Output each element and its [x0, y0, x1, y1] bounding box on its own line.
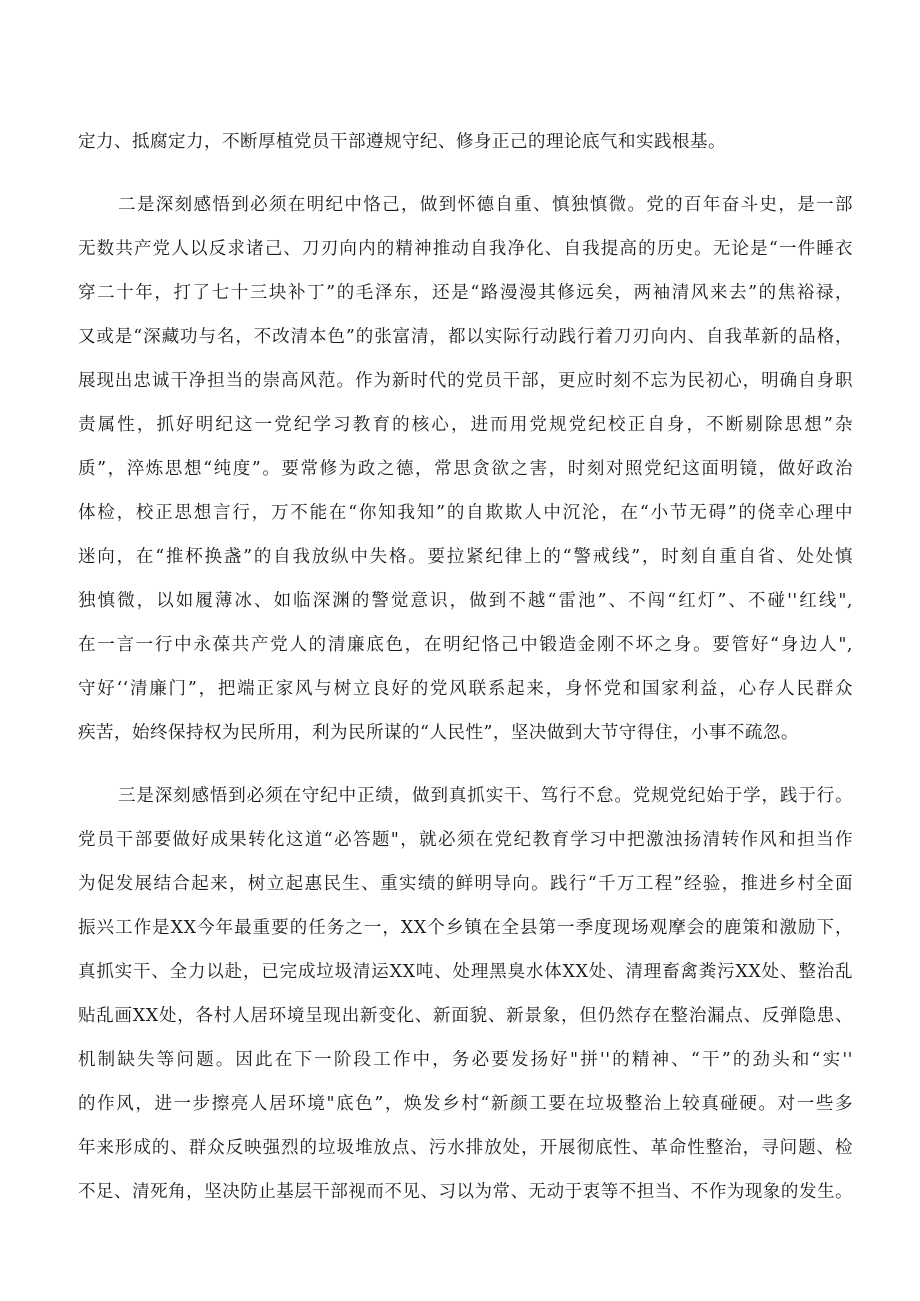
paragraph-line: 质”，淬炼思想“纯度”。要常修为政之德，常思贪欲之害，时刻对照党纪这面明镜，做好政治 [78, 459, 853, 479]
paragraph-line: 疾苦，始终保持权为民所用，利为民所谋的“人民性”，坚决做到大节守得住，小事不疏忽。 [78, 723, 799, 743]
paragraph-line: 机制缺失等问题。因此在下一阶段工作中，务必要发扬好"拼''的精神、“干”的劲头和“实'' [78, 1050, 853, 1070]
paragraph-line: 三是深刻感悟到必须在守纪中正绩，做到真抓实干、笃行不怠。党规党纪始于学，践于行。 [118, 786, 853, 806]
paragraph-line: 穿二十年，打了七十三块补丁”的毛泽东，还是“路漫漫其修远矣，两袖清风来去”的焦裕禄， [78, 283, 853, 303]
paragraph-line: 责属性，抓好明纪这一党纪学习教育的核心，进而用党规党纪校正自身，不断剔除思想”杂 [78, 415, 853, 435]
paragraph-line: 无数共产党人以反求诸己、刀刃向内的精神推动自我净化、自我提高的历史。无论是“一件睡衣 [78, 239, 853, 259]
paragraph-line: 贴乱画XX处，各村人居环境呈现出新变化、新面貌、新景象，但仍然存在整治漏点、反弹隐患、 [78, 1006, 853, 1026]
paragraph-line: 年来形成的、群众反映强烈的垃圾堆放点、污水排放处，开展彻底性、革命性整治，寻问题、检 [78, 1138, 853, 1158]
paragraph-line: 独慎微，以如履薄冰、如临深渊的警觉意识，做到不越“雷池”、不闯“红灯”、不碰''红线", [78, 591, 853, 611]
paragraph-line: 体检，校正思想言行，万不能在“你知我知”的自欺欺人中沉沦，在“小节无碍”的侥幸心理中 [78, 503, 853, 523]
paragraph-line: 迷向，在“推杯换盏”的自我放纵中失格。要拉紧纪律上的“警戒线”，时刻自重自省、处处慎 [78, 547, 853, 567]
paragraph-line: 二是深刻感悟到必须在明纪中恪己，做到怀德自重、慎独慎微。党的百年奋斗史，是一部 [118, 195, 853, 215]
paragraph-line: 真抓实干、全力以赴，已完成垃圾清运XX吨、处理黑臭水体XX处、清理畜禽粪污XX处、整治乱 [78, 962, 853, 982]
paragraph-line: 党员干部要做好成果转化这道“必答题"，就必须在党纪教育学习中把激浊扬清转作风和担当作 [78, 830, 853, 850]
paragraph-line: 定力、抵腐定力，不断厚植党员干部遵规守纪、修身正己的理论底气和实践根基。 [78, 132, 726, 152]
paragraph-line: 的作风，进一步擦亮人居环境"底色”，焕发乡村“新颜工要在垃圾整治上较真碰硬。对一些多 [78, 1094, 853, 1114]
paragraph-line: 不足、清死角，坚决防止基层干部视而不见、习以为常、无动于衷等不担当、不作为现象的发生。 [78, 1182, 853, 1202]
paragraph-line: 守好‘‘清廉门”，把端正家风与树立良好的党风联系起来，身怀党和国家利益，心存人民群众 [78, 679, 853, 699]
paragraph-line: 又或是“深藏功与名，不改清本色”的张富清，都以实际行动践行着刀刃向内、自我革新的品格， [78, 327, 853, 347]
paragraph-line: 振兴工作是XX今年最重要的任务之一，XX个乡镇在全县第一季度现场观摩会的鹿策和激励下， [78, 918, 853, 938]
paragraph-line: 为促发展结合起来，树立起惠民生、重实绩的鲜明导向。践行“千万工程”经验，推进乡村全面 [78, 874, 853, 894]
paragraph-line: 展现出忠诚干净担当的崇高风范。作为新时代的党员干部，更应时刻不忘为民初心，明确自身职 [78, 371, 853, 391]
paragraph-line: 在一言一行中永葆共产党人的清廉底色，在明纪恪己中锻造金刚不坏之身。要管好“身边人", [78, 635, 853, 655]
